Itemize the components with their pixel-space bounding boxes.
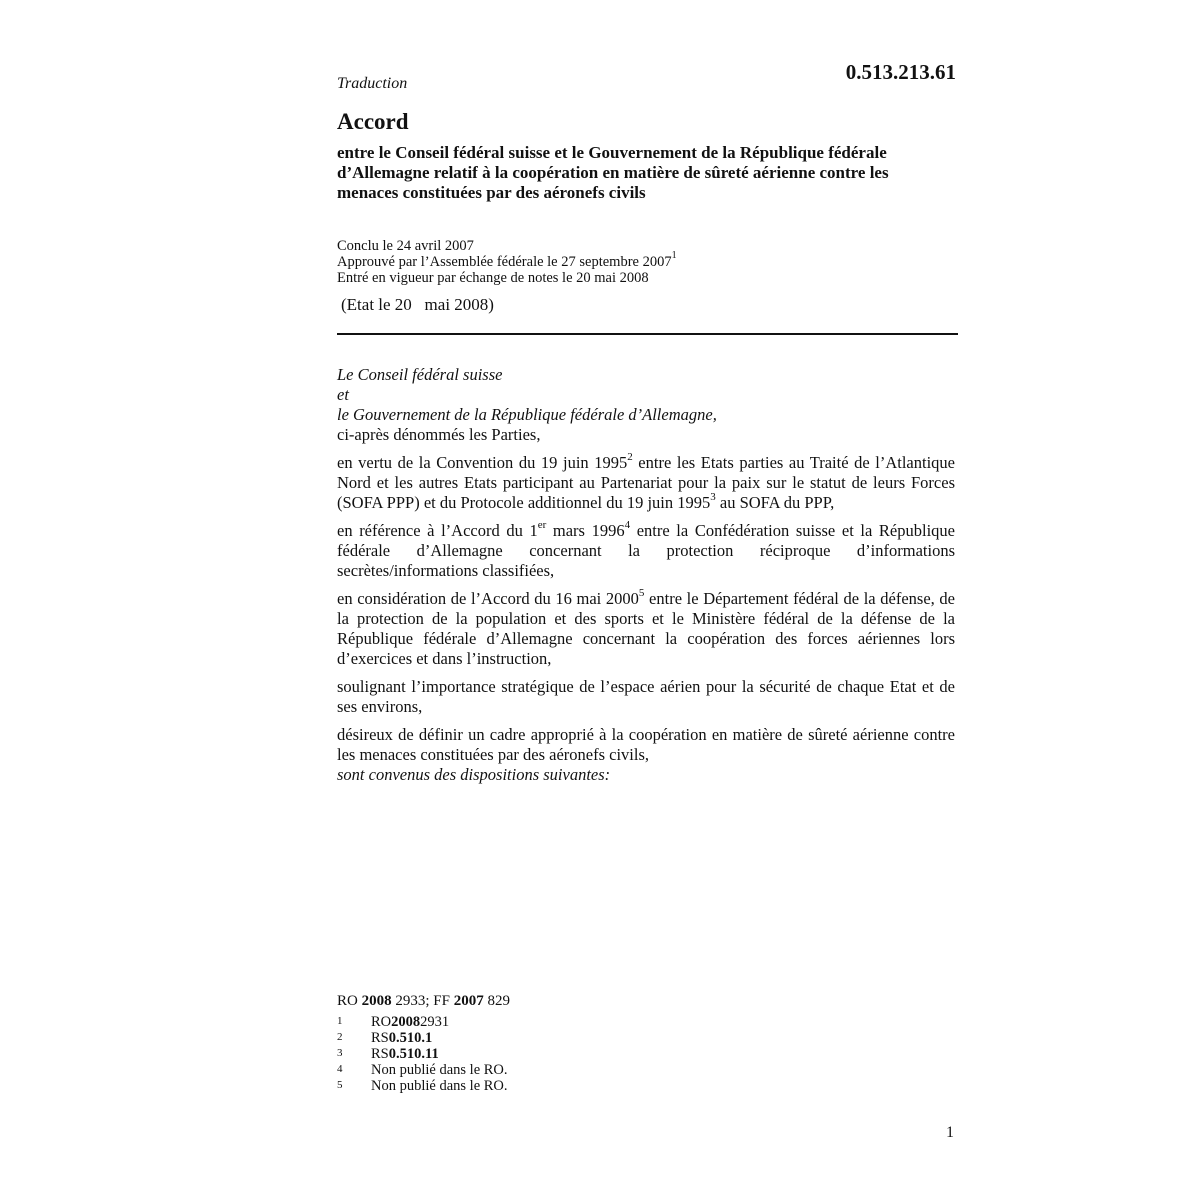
document-subtitle: entre le Conseil fédéral suisse et le Gouvernement de la République fédérale d’Allemagne relatif à la coopération en matière de sûreté aérienne contre les menaces constituées par des aéronefs civils <box>337 143 889 202</box>
recital-3 <box>337 586 955 669</box>
footnote-number: 4 <box>337 1063 343 1075</box>
footnote-number: 5 <box>337 1079 343 1091</box>
state-date: (Etat le 20 mai 2008) <box>341 295 494 314</box>
ff-page: 829 <box>483 993 510 1009</box>
footnote-ref-5[interactable]: 5 <box>638 586 645 599</box>
footnote-ref-3[interactable]: 3 <box>710 490 716 503</box>
recital-2-text-a: en référence à l’Accord du 1 <box>337 521 538 540</box>
recital-3-text-a: en considération de l’Accord du 16 mai 2000 <box>337 589 639 608</box>
footnote-3 <box>337 1046 508 1062</box>
footnote-text: Non publié dans le RO. <box>371 1078 508 1094</box>
sr-number: 0.513.213.61 <box>845 60 956 84</box>
ro-year: 2008 <box>361 993 392 1009</box>
footnote-4 <box>337 1062 508 1078</box>
parties-designation: ci-après dénommés les Parties, <box>337 425 541 444</box>
document-title: Accord <box>337 109 409 134</box>
recital-5: désireux de définir un cadre approprié à la coopération en matière de sûreté aérienne contre les menaces constituées par des aéronefs civils, <box>337 725 955 764</box>
document-metadata <box>337 238 937 286</box>
ro-page: 2933; FF <box>391 993 454 1009</box>
footnote-ref-1[interactable]: 1 <box>671 250 677 262</box>
concluded-date: Conclu le 24 avril 2007 <box>337 238 474 254</box>
recital-1-text-b: entre les Etats parties au Traité de l’Atlantique Nord et les autres Etats participant au Partenariat pour la paix sur le statut de leurs Forces (SOFA PPP) et du Protocole additionnel du 19 juin 1995 <box>337 453 955 512</box>
in-force-date: Entré en vigueur par échange de notes le 20 mai 2008 <box>337 270 649 286</box>
footnote-text: RS <box>371 1030 389 1046</box>
footnote-text: Non publié dans le RO. <box>371 1062 508 1078</box>
recital-2-text-c: entre la Confédération suisse et la République fédérale d’Allemagne concernant la protection réciproque d’informations secrètes/informations classifiées, <box>337 521 955 580</box>
ff-year: 2007 <box>453 993 484 1009</box>
recital-2 <box>337 518 955 581</box>
footnote-bold: 2008 <box>391 1014 421 1030</box>
footnote-number: 3 <box>337 1047 343 1059</box>
footnote-suffix: 2931 <box>420 1014 450 1030</box>
party-1: Le Conseil fédéral suisse <box>337 365 503 384</box>
recital-2-text-b: mars 1996 <box>546 521 625 540</box>
footnote-bold: 0.510.1 <box>388 1030 433 1046</box>
recital-3-text-b: entre le Département fédéral de la défense, de la protection de la population et des sports et le Ministère fédéral de la défense de la République fédérale d’Allemagne concernant la coopération des forces aériennes lors d’exercices et dans l’instruction, <box>337 589 955 668</box>
footnote-number: 1 <box>337 1015 343 1027</box>
footnote-number: 2 <box>337 1031 343 1043</box>
recital-1-text-c: au SOFA du PPP, <box>715 493 835 512</box>
footnote-text: RO <box>371 1014 392 1030</box>
party-2: le Gouvernement de la République fédérale d’Allemagne, <box>337 405 717 424</box>
footnote-text: RS <box>371 1046 389 1062</box>
footnote-bold: 0.510.11 <box>388 1046 439 1062</box>
party-conjunction: et <box>337 385 349 404</box>
recital-4: soulignant l’importance stratégique de l’espace aérien pour la sécurité de chaque Etat et de ses environs, <box>337 677 955 716</box>
footnote-5 <box>337 1078 508 1094</box>
closing-formula: sont convenus des dispositions suivantes: <box>337 765 611 784</box>
recital-1-text-a: en vertu de la Convention du 19 juin 1995 <box>337 453 628 472</box>
footnote-ref-4[interactable]: 4 <box>624 518 631 531</box>
footnote-2 <box>337 1030 508 1046</box>
translation-label: Traduction <box>337 75 408 92</box>
source-reference <box>337 993 510 1010</box>
preamble <box>337 365 955 785</box>
approved-text: Approuvé par l’Assemblée fédérale le 27 septembre 2007 <box>337 254 672 270</box>
recital-1 <box>337 450 955 513</box>
approved-date <box>337 250 937 270</box>
footnote-1 <box>337 1014 508 1030</box>
ordinal-suffix: er <box>537 518 547 531</box>
header-divider <box>337 333 958 335</box>
footnotes <box>337 1014 508 1094</box>
page-number: 1 <box>946 1124 954 1141</box>
footnote-ref-2[interactable]: 2 <box>627 450 633 463</box>
ro-label: RO <box>337 993 362 1009</box>
